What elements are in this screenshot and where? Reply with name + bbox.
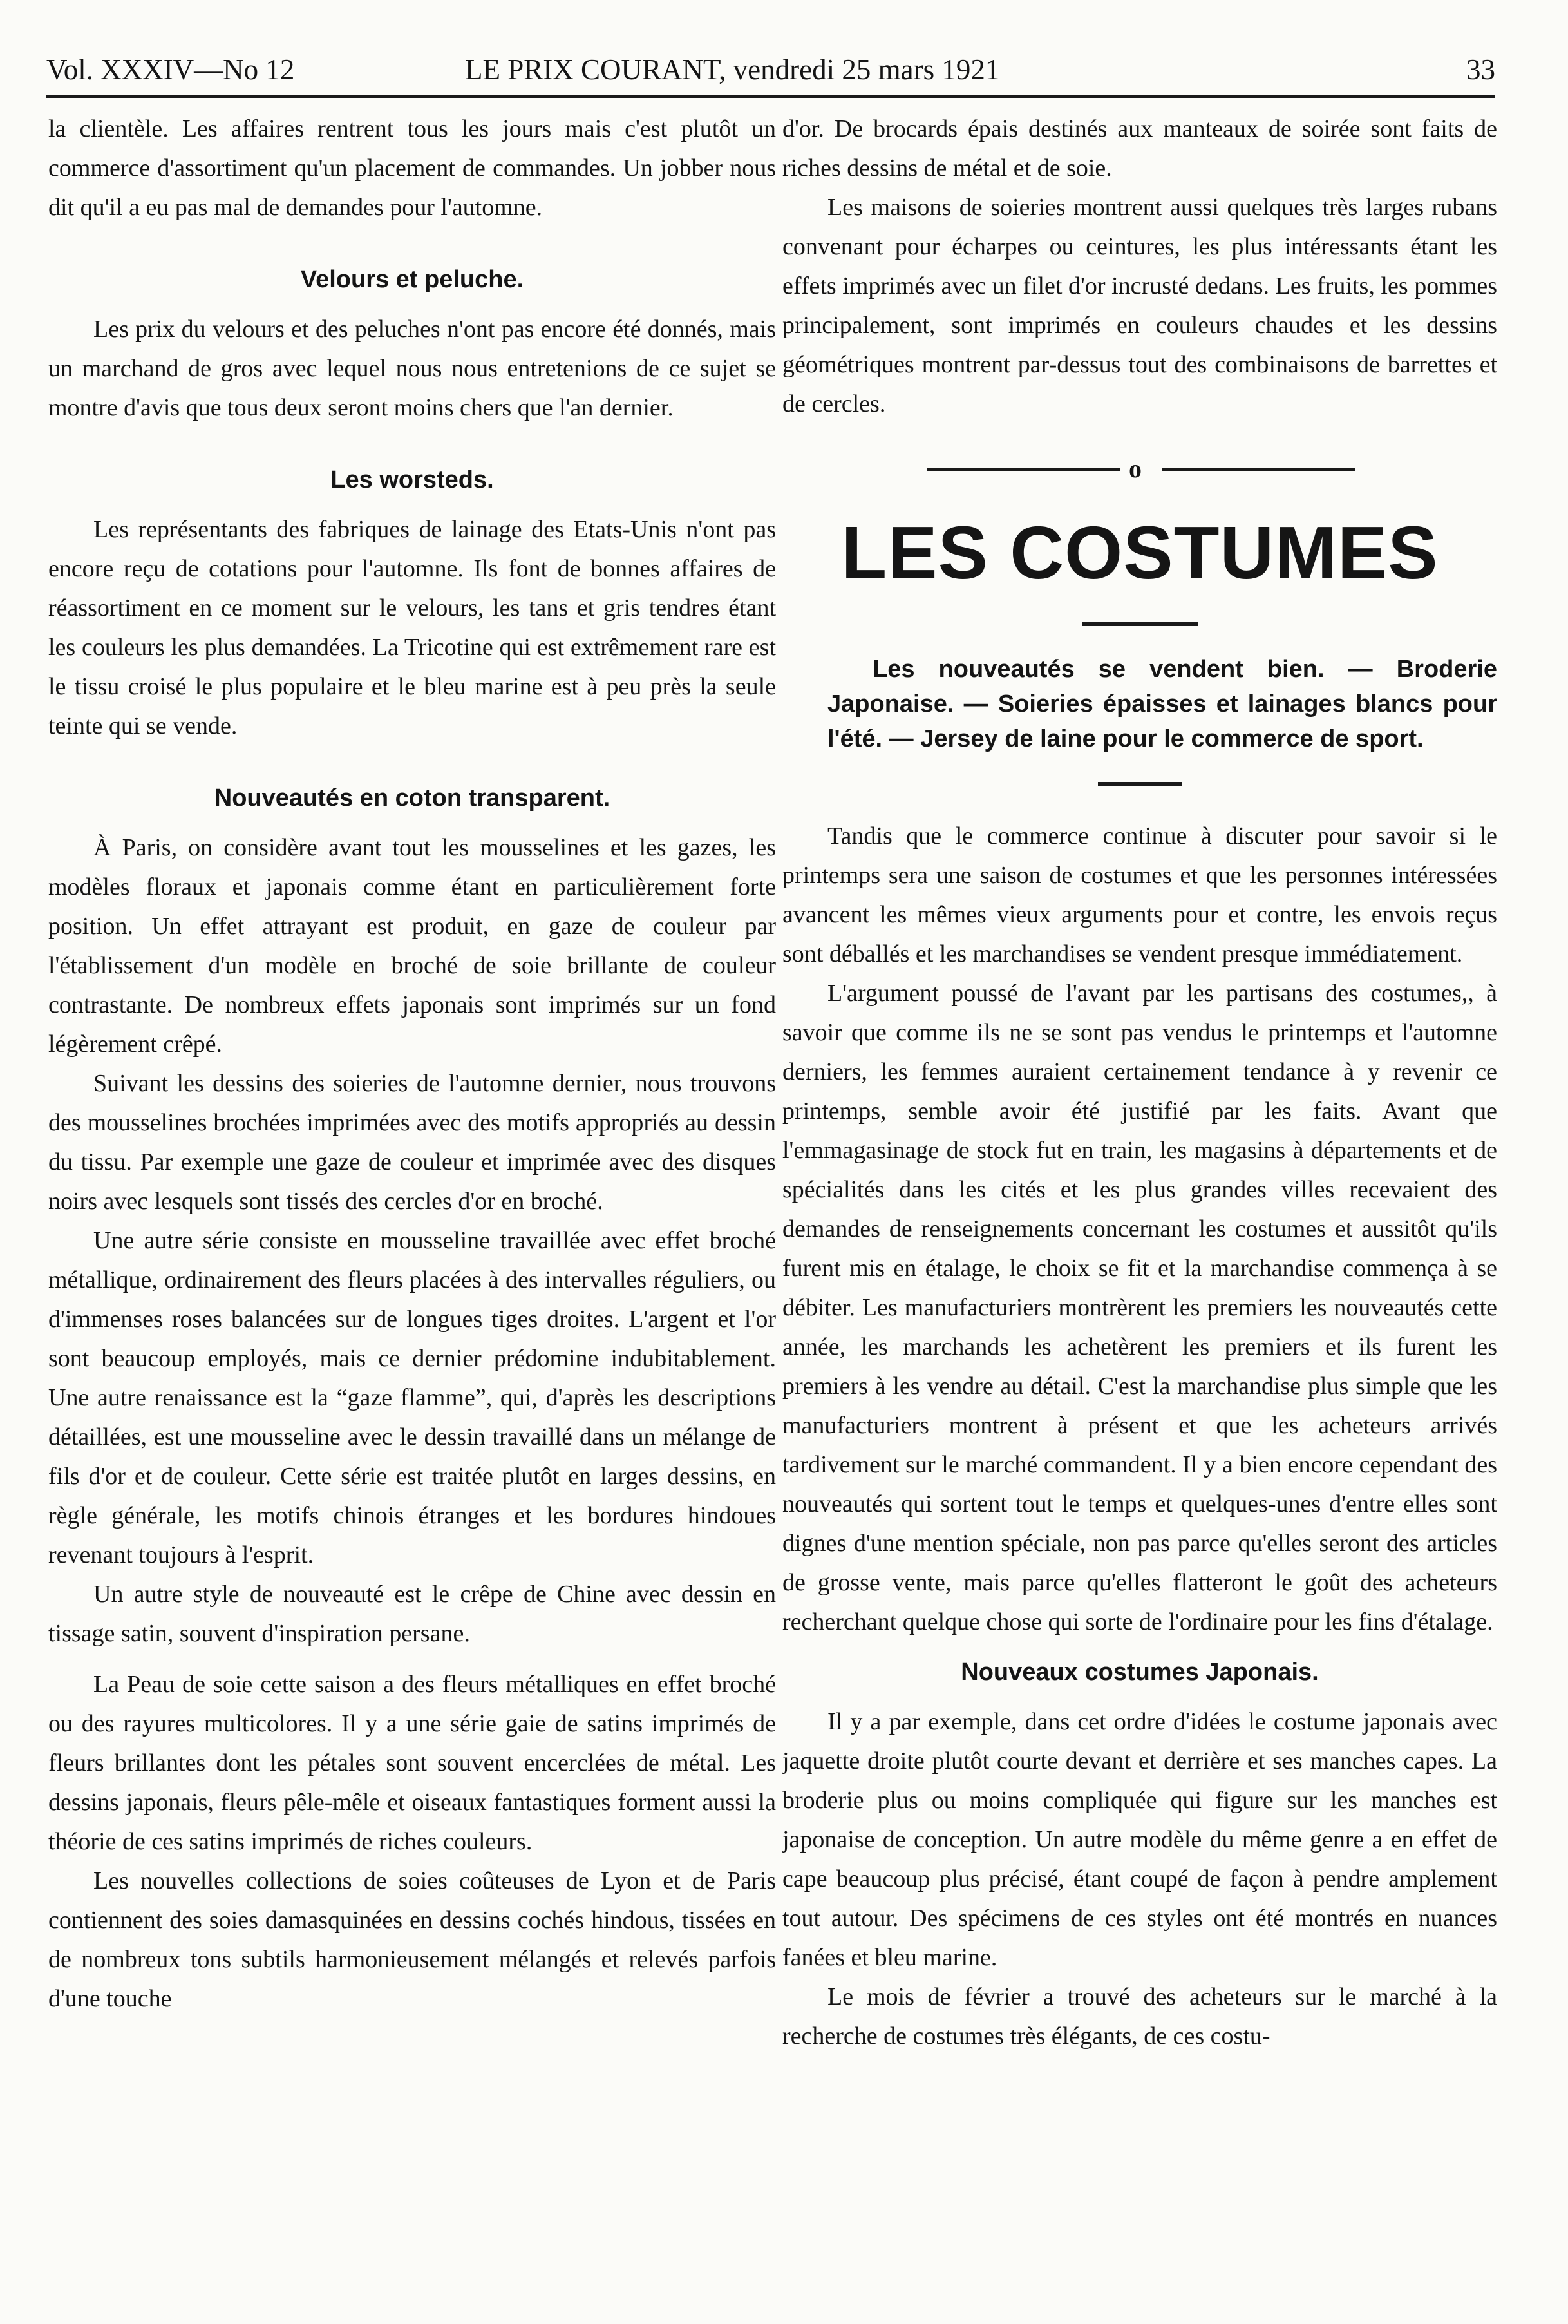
paragraph-coton-4: Un autre style de nouveauté est le crêpe de Chine avec dessin en tissage satin, souvent d'inspiration persane. <box>48 1581 776 1647</box>
paragraph-coton-5: La Peau de soie cette saison a des fleurs métalliques en effet broché ou des rayures multicolores. Il y a une série gaie de satins imprimés de fleurs brillantes dont les pétales sont souvent encerclées de métal. Les dessins japonais, fleurs pêle-mêle et oiseaux fantastiques forment aussi la théorie de ces satins imprimés de riches couleurs. <box>48 1671 776 1855</box>
paragraph-coton-6: Les nouvelles collections de soies coûteuses de Lyon et de Paris contiennent des soies damasquinées en dessins cochés hindous, tissées en de nombreux tons subtils harmonieusement mélangés et relevés parfois d'une touche <box>48 1867 776 2012</box>
page-number: 33 <box>1466 53 1495 86</box>
paragraph-coton-2: Suivant les dessins des soieries de l'automne dernier, nous trouvons des mousselines brochées imprimées avec des motifs appropriés au dessin du tissu. Par exemple une gaze de couleur et imprimée avec des disques noirs avec lesquels sont tissés des cercles d'or en broché. <box>48 1070 776 1215</box>
paragraph-worsteds: Les représentants des fabriques de lainage des Etats-Unis n'ont pas encore reçu de cotations pour l'automne. Ils font de bonnes affaires de réassortiment en ce moment sur le velours, les tans et gris tendres étant les couleurs les plus demandées. La Tricotine qui est extrêmement rare est le tissu croisé le plus populaire et le bleu marine est à peu près la seule teinte qui se vende. <box>48 516 776 739</box>
section-separator <box>782 450 1497 488</box>
heading-velours: Velours et peluche. <box>300 266 524 293</box>
section-subheading: Les nouveautés se vendent bien. — Broderie Japonaise. — Soieries épaisses et lainages blancs pour l'été. — Jersey de laine pour le commerce de sport. <box>827 656 1497 752</box>
heading-worsteds: Les worsteds. <box>330 466 494 493</box>
paragraph-costumes-2: L'argument poussé de l'avant par les partisans des costumes,, à savoir que comme ils ne se sont pas vendus le printemps et l'automne derniers, les femmes auraient certainement tendance à y revenir ce printemps, semble avoir été justifié par les faits. Avant que l'emmagasinage de stock fut en train, les magasins à départements et de spécialités dans les cités et les plus grandes villes recevaient des demandes de renseignements concernant les costumes et aussitôt qu'ils furent mis en étalage, le choix se fit et la marchandise commença à se débiter. Les manufacturiers montrèrent les premiers les nouveautés cette année, les marchands les achetèrent les premiers et ils furent les premiers à les vendre au détail. C'est la marchandise plus simple que les manufacturiers montrent à présent et que les acheteurs arrivés tardivement sur le marché commandent. Il y a bien encore cependant des nouveautés qui sortent tout le temps et quelques-unes d'entre elles sont dignes d'une mention spéciale, non pas parce qu'elles seront des articles de grosse vente, mais parce qu'elles flatteront le goût des acheteurs recherchant quelque chose qui sorte de l'ordinaire pour les fins d'étalage. <box>782 980 1497 1635</box>
paragraph-japonais-1: Il y a par exemple, dans cet ordre d'idées le costume japonais avec jaquette droite plutôt courte devant et derrière et ses manches capes. La broderie plus ou moins compliquée qui figure sur les manches est japonaise de conception. Un autre modèle du même genre a en effet de cape beaucoup plus précisé, étant coupé de façon à pendre amplement tout autour. Des spécimens de ces styles ont été montrés en nuances fanées et bleu marine. <box>782 1708 1497 1971</box>
paragraph-japonais-2: Le mois de février a trouvé des acheteurs sur le marché à la recherche de costumes très élégants, de ces costu- <box>782 1983 1497 2050</box>
separator-ornament: o <box>1129 454 1142 483</box>
publication-title: LE PRIX COURANT, vendredi 25 mars 1921 <box>465 53 1000 86</box>
section-title: LES COSTUMES <box>841 511 1439 595</box>
title-rule <box>1082 622 1198 626</box>
volume-number: Vol. XXXIV—No 12 <box>46 53 295 86</box>
left-column <box>48 110 776 2300</box>
page-header <box>46 44 1495 98</box>
paragraph-coton-1: À Paris, on considère avant tout les mousselines et les gazes, les modèles floraux et japonais comme étant en particulièrement forte position. Un effet attrayant est produit, en gaze de couleur par l'établissement d'un modèle en broché de soie brillante de couleur contrastante. De nombreux effets japonais sont imprimés sur un fond légèrement crêpé. <box>48 834 776 1058</box>
subheading-rule <box>1098 782 1182 786</box>
paragraph-costumes-1: Tandis que le commerce continue à discuter pour savoir si le printemps sera une saison de costumes et que les personnes intéressées avancent les mêmes vieux arguments pour et contre, les envois reçus sont déballés et les marchandises se vendent presque immédiatement. <box>782 823 1497 967</box>
paragraph-continuation: d'or. De brocards épais destinés aux manteaux de soirée sont faits de riches dessins de métal et de soie. <box>782 115 1497 182</box>
heading-coton: Nouveautés en coton transparent. <box>214 785 610 812</box>
heading-japonais: Nouveaux costumes Japonais. <box>961 1659 1319 1686</box>
right-column <box>782 110 1497 2300</box>
paragraph-intro: la clientèle. Les affaires rentrent tous les jours mais c'est plutôt un commerce d'assortiment qu'un placement de commandes. Un jobber nous dit qu'il a eu pas mal de demandes pour l'automne. <box>48 115 776 221</box>
paragraph-rubans: Les maisons de soieries montrent aussi quelques très larges rubans convenant pour écharpes ou ceintures, les plus intéressants étant les effets imprimés avec un filet d'or incrusté dedans. Les fruits, les pommes principalement, sont imprimés en couleurs chaudes et les dessins géométriques montrent par-dessus tout des combinaisons de barrettes et de cercles. <box>782 194 1497 417</box>
paragraph-velours: Les prix du velours et des peluches n'ont pas encore été donnés, mais un marchand de gros avec lequel nous nous entretenions de ce sujet se montre d'avis que tous deux seront moins chers que l'an dernier. <box>48 316 776 421</box>
paragraph-coton-3: Une autre série consiste en mousseline travaillée avec effet broché métallique, ordinairement des fleurs placées à des intervalles réguliers, ou d'immenses roses balancées sur de longues tiges droites. L'argent et l'or sont beaucoup employés, mais ce dernier prédomine indubitablement. Une autre renaissance est la “gaze flamme”, qui, d'après les descriptions détaillées, est une mousseline avec le dessin travaillé dans un mélange de fils d'or et de couleur. Cette série est traitée plutôt en larges dessins, en règle générale, les motifs chinois étranges et les bordures hindoues revenant toujours à l'esprit. <box>48 1227 776 1568</box>
